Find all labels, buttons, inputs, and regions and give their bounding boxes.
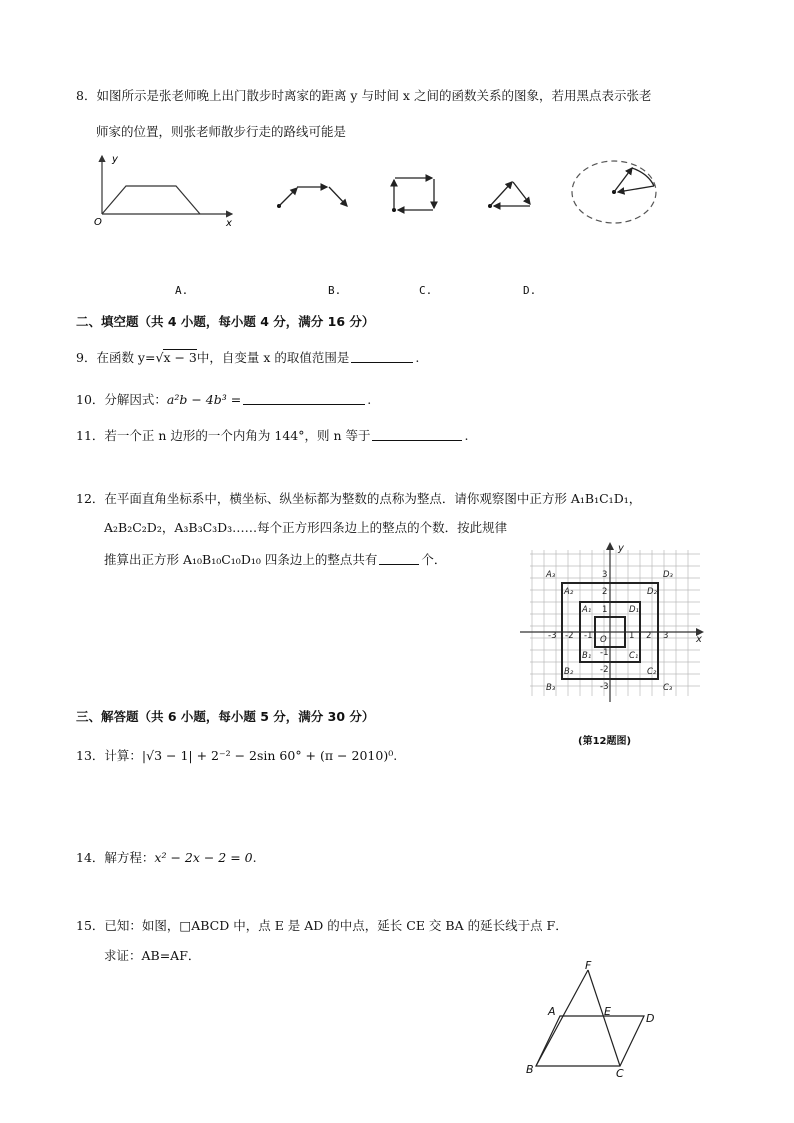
vertex-label: D₁: [629, 605, 639, 615]
section3-title: 三、解答题（共 6 小题，每小题 5 分，满分 30 分）: [76, 709, 375, 724]
q9-radicand: x − 3: [163, 350, 197, 365]
line-bf: [536, 970, 588, 1066]
xtick: 1: [629, 631, 635, 641]
q9-sqrt: √x − 3: [155, 350, 197, 365]
q12-line3: [104, 552, 446, 568]
line-cf: [588, 970, 620, 1066]
ytick: 3: [602, 570, 608, 580]
grid-lines: [530, 550, 700, 696]
q12-line2: A₂B₂C₂D₂，A₃B₃C₃D₃……每个正方形四条边上的整点的个数．按此规律: [104, 520, 508, 535]
vertex-label: B₃: [546, 683, 556, 693]
fig-y-label: y: [618, 543, 624, 554]
q12-line1: 12．在平面直角坐标系中，横坐标、纵坐标都为整数的点称为整点．请你观察图中正方形 A₁B₁C₁D₁，: [76, 491, 642, 506]
q12-line3-post: 个．: [421, 552, 447, 567]
q10-end: .: [367, 392, 372, 407]
q12-caption: (第12题图): [578, 736, 632, 747]
q9: [76, 350, 419, 366]
option-a-figure: [275, 182, 355, 222]
point-f: F: [585, 959, 592, 972]
q14-pre: 14．解方程：: [76, 850, 155, 865]
xtick: 2: [646, 631, 652, 641]
vertex-label: A₂: [564, 587, 574, 597]
q11-answer-blank[interactable]: [372, 428, 462, 441]
point-e: E: [604, 1005, 611, 1018]
xtick: -3: [548, 631, 557, 641]
vertex-label: B₂: [564, 667, 574, 677]
q11: [76, 428, 468, 444]
graph-y-label: y: [112, 154, 118, 165]
point-a: A: [548, 1005, 556, 1018]
ytick: 1: [602, 605, 608, 615]
option-a-label: A.: [175, 284, 189, 297]
q12-grid-figure: [520, 542, 710, 707]
q10-pre: 10．分解因式：: [76, 392, 167, 407]
vertex-label: C₃: [663, 683, 673, 693]
fig-x-label: x: [696, 634, 702, 645]
option-d-figure: [570, 158, 660, 228]
point-b: B: [526, 1063, 534, 1076]
option-d-label: D.: [523, 284, 537, 297]
q14-end: .: [252, 850, 257, 865]
q9-post: 中，自变量 x 的取值范围是: [196, 350, 350, 365]
graph-x-label: x: [226, 218, 232, 229]
q14-expr: x² − 2x − 2 = 0: [154, 850, 253, 865]
q8-line1: 8．如图所示是张老师晚上出门散步时离家的距离 y 与时间 x 之间的函数关系的图象，若用黑点表示张老: [76, 88, 652, 103]
q13-pre: 13．计算：: [76, 748, 142, 763]
q8-distance-time-graph: [92, 148, 232, 228]
ytick: 2: [602, 587, 608, 597]
point-c: C: [616, 1067, 624, 1080]
q13: [76, 748, 397, 764]
q9-pre: 9．在函数 y=: [76, 350, 156, 365]
xtick: -2: [565, 631, 574, 641]
q8-line2: 师家的位置，则张老师散步行走的路线可能是: [96, 124, 347, 139]
q15-line2: 求证：AB=AF．: [104, 948, 201, 963]
ytick: -3: [600, 682, 609, 692]
q9-answer-blank[interactable]: [351, 350, 413, 363]
q14: [76, 850, 257, 866]
q11-end: .: [464, 428, 469, 443]
option-c-figure: [486, 178, 536, 218]
q12-answer-blank[interactable]: [379, 552, 419, 565]
xtick: 3: [663, 631, 669, 641]
q11-text: 11．若一个正 n 边形的一个内角为 144°，则 n 等于: [76, 428, 371, 443]
point-d: D: [646, 1012, 655, 1025]
parallelogram-abcd: [536, 1016, 644, 1066]
fig-origin: O: [600, 635, 607, 645]
vertex-label: C₁: [629, 651, 639, 661]
option-c-label: C.: [419, 284, 433, 297]
vertex-label: B₁: [582, 651, 592, 661]
q12-line3-pre: 推算出正方形 A₁₀B₁₀C₁₀D₁₀ 四条边上的整点共有: [104, 552, 378, 567]
vertex-label: D₃: [663, 570, 673, 580]
xtick: -1: [584, 631, 593, 641]
vertex-label: A₁: [582, 605, 592, 615]
option-b-figure: [390, 174, 440, 214]
q15-parallelogram-figure: [524, 960, 674, 1080]
section2-title: 二、填空题（共 4 小题，每小题 4 分，满分 16 分）: [76, 314, 375, 329]
graph-origin-label: O: [94, 217, 102, 228]
ytick: -1: [600, 648, 609, 658]
option-b-label: B.: [328, 284, 342, 297]
q10: [76, 392, 371, 408]
vertex-label: A₃: [546, 570, 556, 580]
q15-line1: 15．已知：如图，□ABCD 中，点 E 是 AD 的中点，延长 CE 交 BA 的延长线于点 F．: [76, 918, 568, 933]
q13-end: .: [393, 748, 398, 763]
q13-expr: |√3 − 1| + 2⁻² − 2sin 60° + (π − 2010)⁰: [141, 748, 394, 763]
q10-answer-blank[interactable]: [243, 392, 365, 405]
vertex-label: C₂: [647, 667, 657, 677]
vertex-label: D₂: [647, 587, 657, 597]
ytick: -2: [600, 665, 609, 675]
q9-end: .: [415, 350, 420, 365]
q10-expr: a²b − 4b³ =: [166, 392, 242, 407]
